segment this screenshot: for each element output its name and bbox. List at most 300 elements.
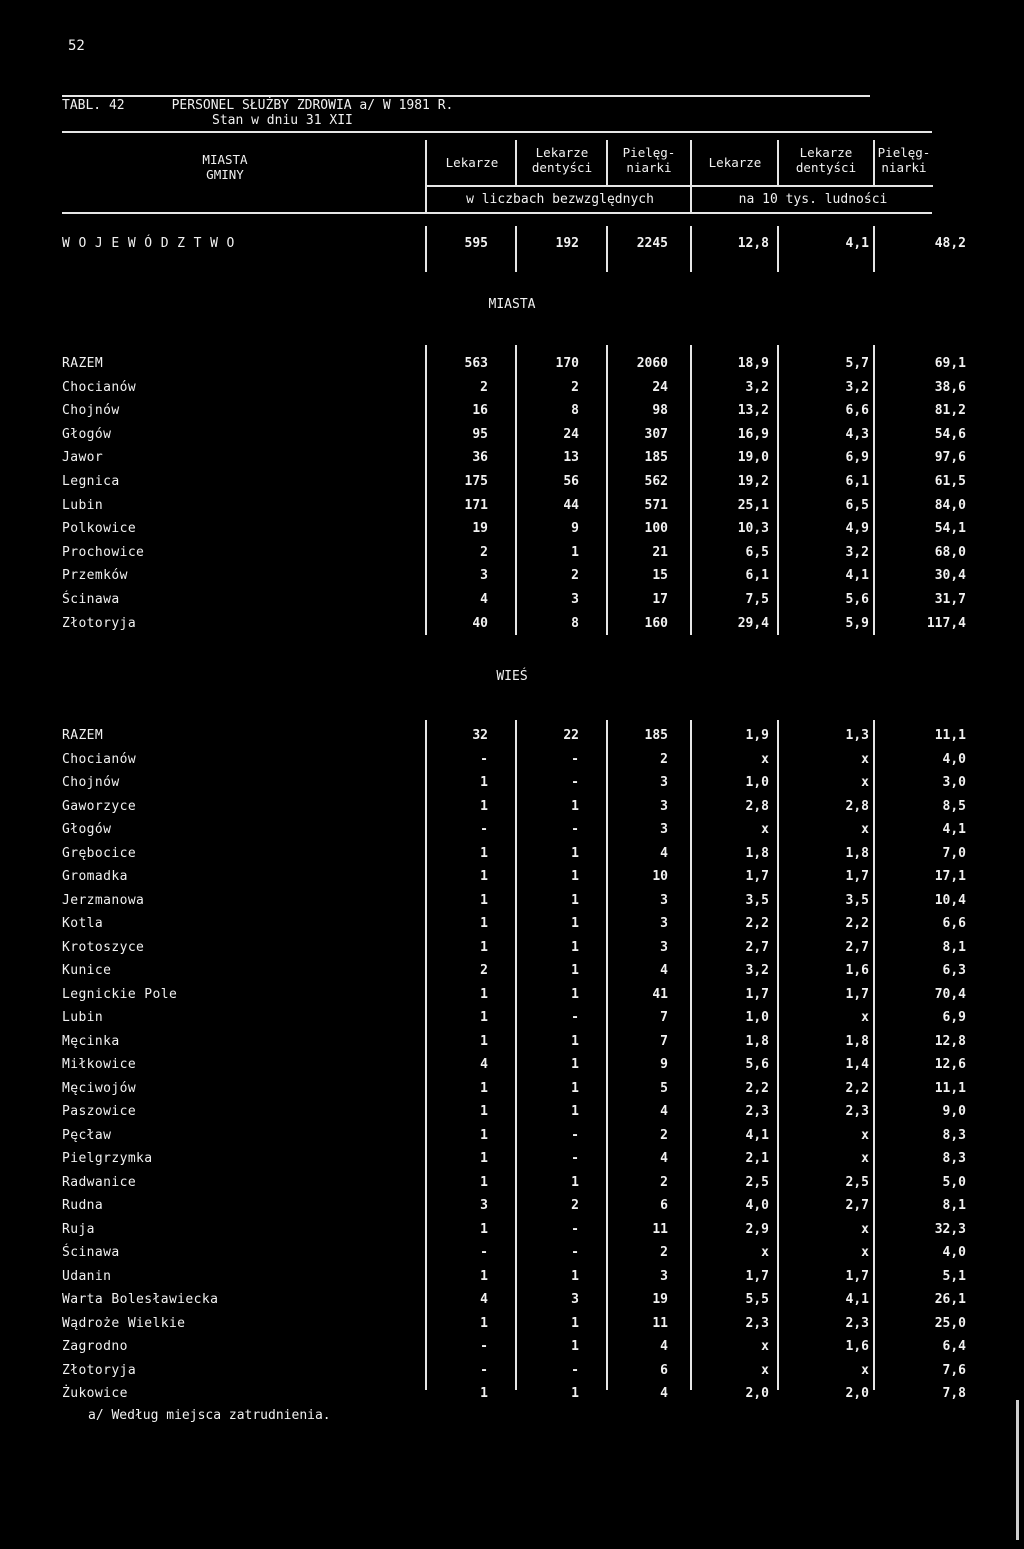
cell-pielegniarki: 3: [660, 822, 668, 837]
cell-piel-rate: 5,0: [942, 1174, 966, 1190]
cell-lekarze: 1: [480, 1151, 488, 1166]
cell-lekarze-rate: 18,9: [737, 356, 769, 371]
table-row: [0, 1198, 1024, 1220]
cell-pielegniarki: 2: [660, 751, 668, 767]
cell-dentysci: 1: [571, 1033, 579, 1049]
cell-pielegniarki: 21: [652, 544, 668, 560]
cell-dentysci-rate: 4,1: [845, 1292, 869, 1307]
table-row: [0, 380, 1024, 402]
cell-lekarze: 2: [480, 379, 488, 395]
table-row: [0, 1034, 1024, 1056]
rowhead-miasta: MIASTA: [202, 152, 248, 167]
cell-dentysci: -: [571, 1010, 579, 1025]
table-row: [0, 963, 1024, 985]
cell-dentysci-rate: 1,7: [845, 986, 869, 1002]
header-lekarze: Lekarze: [445, 155, 499, 170]
cell-dentysci-rate: 2,2: [845, 1080, 869, 1096]
cell-pielegniarki: 4: [660, 1104, 668, 1119]
cell-lekarze: 4: [480, 1292, 488, 1307]
cell-dentysci-rate: 6,9: [845, 450, 869, 466]
header-divider: [606, 140, 608, 186]
cell-dentysci-rate: 1,8: [845, 845, 869, 861]
cell-piel-rate: 8,5: [942, 798, 966, 814]
cell-dentysci: 8: [571, 403, 579, 419]
cell-lekarze: 1: [480, 1221, 488, 1237]
table-row: [0, 1363, 1024, 1385]
cell-piel-rate: 7,6: [942, 1362, 966, 1378]
cell-lekarze: 1: [480, 892, 488, 908]
cell-pielegniarki: 2: [660, 1127, 668, 1143]
cell-lekarze-rate: 2,9: [745, 1221, 769, 1237]
table-row: [0, 1245, 1024, 1267]
cell-piel-rate: 8,1: [942, 1198, 966, 1213]
row-name: Głogów: [62, 426, 112, 442]
cell-lekarze-rate: 4,0: [745, 1198, 769, 1213]
cell-lekarze-rate: 6,1: [745, 568, 769, 584]
cell-lekarze: 19: [472, 521, 488, 537]
table-row: [0, 1081, 1024, 1103]
cell-dentysci: 170: [555, 356, 579, 371]
row-name: Gromadka: [62, 869, 128, 884]
cell-lekarze-rate: 1,7: [745, 869, 769, 884]
cell-lekarze-rate: 2,1: [745, 1151, 769, 1166]
cell-piel-rate: 6,9: [942, 1010, 966, 1025]
header-lekarze-rate: Lekarze: [708, 155, 762, 170]
cell-pielegniarki: 100: [644, 521, 668, 537]
table-row: [0, 403, 1024, 425]
cell-piel-rate: 68,0: [934, 544, 966, 560]
cell-lekarze: 1: [480, 1315, 488, 1331]
cell-lekarze-rate: x: [761, 1362, 769, 1378]
cell-dentysci: 2: [571, 379, 579, 395]
row-name: Krotoszyce: [62, 939, 145, 955]
rowhead-gminy: GMINY: [206, 167, 244, 182]
row-name: Lubin: [62, 497, 104, 513]
cell-piel-rate: 4,0: [942, 1245, 966, 1260]
header-group-rate: na 10 tys. ludności: [738, 192, 888, 207]
cell-lekarze: 1: [480, 1104, 488, 1119]
cell-lekarze-rate: 19,2: [737, 474, 769, 489]
row-name: Przemków: [62, 568, 128, 584]
table-label: TABL. 42: [62, 98, 125, 113]
cell-pielegniarki: 10: [652, 869, 668, 884]
table-row: [0, 1316, 1024, 1338]
page-number: 52: [68, 38, 85, 54]
cell-lekarze: 32: [472, 728, 488, 743]
cell-lekarze: 1: [480, 775, 488, 790]
row-name: Chocianów: [62, 379, 137, 395]
cell-lekarze: 40: [472, 615, 488, 631]
table-row: [0, 498, 1024, 520]
cell-lekarze-rate: 2,5: [745, 1174, 769, 1190]
header-group-absolute: w liczbach bezwzględnych: [466, 192, 654, 207]
cell-piel-rate: 17,1: [934, 869, 966, 884]
row-name: Ścinawa: [62, 592, 120, 607]
row-name: Złotoryja: [62, 1362, 137, 1378]
footnote: a/ Według miejsca zatrudnienia.: [88, 1408, 331, 1423]
cell-piel-rate: 6,4: [942, 1339, 966, 1354]
cell-pielegniarki: 2: [660, 1245, 668, 1260]
cell-dentysci-rate: 4,1: [845, 568, 869, 584]
cell-dentysci-rate: 1,4: [845, 1057, 869, 1072]
cell-lekarze-rate: 10,3: [737, 521, 769, 537]
cell-pielegniarki: 3: [660, 892, 668, 908]
cell-dentysci: 2: [571, 1198, 579, 1213]
cell-pielegniarki: 2245: [636, 236, 668, 251]
cell-piel-rate: 81,2: [934, 403, 966, 419]
cell-lekarze: 1: [480, 916, 488, 931]
cell-dentysci-rate: 2,5: [845, 1174, 869, 1190]
cell-pielegniarki: 19: [652, 1292, 668, 1307]
cell-piel-rate: 84,0: [934, 497, 966, 513]
cell-dentysci: -: [571, 822, 579, 837]
cell-lekarze: 16: [472, 403, 488, 419]
header-bottom-rule: [62, 212, 932, 214]
table-row: [0, 1057, 1024, 1079]
table-row: [0, 474, 1024, 496]
cell-dentysci-rate: 6,1: [845, 474, 869, 489]
cell-dentysci-rate: 3,5: [845, 892, 869, 908]
cell-dentysci-rate: 6,6: [845, 403, 869, 419]
cell-dentysci: 22: [563, 728, 579, 743]
cell-dentysci: 24: [563, 426, 579, 442]
row-name: Głogów: [62, 822, 112, 837]
cell-lekarze-rate: 3,5: [745, 892, 769, 908]
cell-dentysci: 1: [571, 1339, 579, 1354]
table-row: [0, 1151, 1024, 1173]
cell-piel-rate: 7,0: [942, 845, 966, 861]
cell-piel-rate: 7,8: [942, 1386, 966, 1401]
section-label-miasta: MIASTA: [488, 297, 536, 312]
cell-dentysci-rate: 5,9: [845, 615, 869, 631]
rowhead-label: [180, 152, 270, 182]
cell-dentysci-rate: 1,8: [845, 1033, 869, 1049]
header-divider: [690, 140, 692, 212]
cell-lekarze: 1: [480, 1174, 488, 1190]
row-name: Chojnów: [62, 403, 120, 419]
cell-lekarze: 3: [480, 568, 488, 584]
cell-pielegniarki: 2: [660, 1174, 668, 1190]
header-pielegniarki: Pielęg- niarki: [622, 145, 676, 175]
row-name: Paszowice: [62, 1104, 137, 1119]
cell-dentysci-rate: 2,2: [845, 916, 869, 931]
table-row: [0, 1128, 1024, 1150]
cell-piel-rate: 5,1: [942, 1268, 966, 1284]
cell-piel-rate: 6,3: [942, 963, 966, 978]
cell-piel-rate: 12,8: [934, 1033, 966, 1049]
cell-lekarze-rate: x: [761, 1245, 769, 1260]
cell-pielegniarki: 160: [644, 615, 668, 631]
cell-pielegniarki: 4: [660, 963, 668, 978]
row-name: Wądroże Wielkie: [62, 1315, 186, 1331]
cell-lekarze: 1: [480, 845, 488, 861]
title-text: PERSONEL SŁUŻBY ZDROWIA a/ W 1981 R.: [171, 98, 454, 113]
cell-lekarze-rate: 16,9: [737, 426, 769, 442]
cell-pielegniarki: 11: [652, 1315, 668, 1331]
cell-lekarze: 1: [480, 1080, 488, 1096]
cell-lekarze-rate: x: [761, 1339, 769, 1354]
cell-dentysci-rate: 5,6: [845, 592, 869, 607]
cell-lekarze-rate: 2,0: [745, 1386, 769, 1401]
header-divider: [425, 140, 427, 212]
cell-dentysci-rate: x: [861, 1221, 869, 1237]
cell-pielegniarki: 11: [652, 1221, 668, 1237]
cell-dentysci-rate: 5,7: [845, 356, 869, 371]
table-row: [0, 987, 1024, 1009]
cell-piel-rate: 69,1: [934, 356, 966, 371]
cell-lekarze-rate: 1,0: [745, 775, 769, 790]
table-row: [0, 869, 1024, 891]
table-row: [0, 916, 1024, 938]
section-label-wies: WIEŚ: [496, 669, 528, 684]
cell-piel-rate: 10,4: [934, 892, 966, 908]
cell-dentysci: 3: [571, 592, 579, 607]
cell-piel-rate: 97,6: [934, 450, 966, 466]
row-name: Jerzmanowa: [62, 892, 145, 908]
cell-dentysci: 1: [571, 1057, 579, 1072]
cell-lekarze-rate: 5,5: [745, 1292, 769, 1307]
cell-piel-rate: 11,1: [934, 728, 966, 743]
cell-dentysci: 1: [571, 939, 579, 955]
cell-dentysci: 1: [571, 869, 579, 884]
cell-lekarze: 563: [464, 356, 488, 371]
voivodeship-row: [0, 236, 1024, 258]
cell-lekarze-rate: 1,8: [745, 845, 769, 861]
cell-dentysci-rate: x: [861, 775, 869, 790]
table-row: [0, 356, 1024, 378]
cell-lekarze: 1: [480, 1033, 488, 1049]
cell-lekarze-rate: x: [761, 822, 769, 837]
cell-lekarze-rate: 2,8: [745, 798, 769, 814]
cell-lekarze: 3: [480, 1198, 488, 1213]
cell-piel-rate: 4,0: [942, 751, 966, 767]
row-name: Polkowice: [62, 521, 137, 537]
cell-dentysci: 1: [571, 963, 579, 978]
cell-dentysci: 1: [571, 986, 579, 1002]
header-piel-rate: Pielęg- niarki: [877, 145, 931, 175]
table-row: [0, 1104, 1024, 1126]
row-name: Lubin: [62, 1010, 104, 1025]
row-name: RAZEM: [62, 356, 104, 371]
cell-dentysci: 1: [571, 845, 579, 861]
cell-dentysci-rate: 4,1: [845, 236, 869, 251]
cell-dentysci-rate: x: [861, 751, 869, 767]
cell-dentysci-rate: x: [861, 1151, 869, 1166]
cell-pielegniarki: 6: [660, 1362, 668, 1378]
table-row: [0, 450, 1024, 472]
cell-pielegniarki: 3: [660, 1268, 668, 1284]
cell-lekarze-rate: 2,3: [745, 1315, 769, 1331]
cell-dentysci-rate: x: [861, 1010, 869, 1025]
cell-pielegniarki: 15: [652, 568, 668, 584]
cell-lekarze-rate: x: [761, 751, 769, 767]
row-name: Legnica: [62, 474, 120, 489]
cell-lekarze-rate: 25,1: [737, 497, 769, 513]
cell-dentysci-rate: 1,6: [845, 1339, 869, 1354]
cell-piel-rate: 54,6: [934, 426, 966, 442]
cell-dentysci: -: [571, 1362, 579, 1378]
table-row: [0, 616, 1024, 638]
table-row: [0, 427, 1024, 449]
cell-dentysci: 8: [571, 615, 579, 631]
row-name: RAZEM: [62, 728, 104, 743]
cell-lekarze-rate: 19,0: [737, 450, 769, 466]
cell-piel-rate: 4,1: [942, 822, 966, 837]
header-dentysci-rate: Lekarze dentyści: [795, 145, 857, 175]
header-top-rule: [62, 131, 932, 133]
cell-pielegniarki: 2060: [636, 356, 668, 371]
cell-lekarze-rate: 6,5: [745, 544, 769, 560]
cell-lekarze: 1: [480, 798, 488, 814]
cell-dentysci-rate: 2,3: [845, 1315, 869, 1331]
cell-lekarze-rate: 2,3: [745, 1104, 769, 1119]
cell-piel-rate: 38,6: [934, 379, 966, 395]
cell-piel-rate: 61,5: [934, 474, 966, 489]
table-row: [0, 521, 1024, 543]
cell-piel-rate: 30,4: [934, 568, 966, 584]
cell-piel-rate: 70,4: [934, 986, 966, 1002]
cell-lekarze-rate: 3,2: [745, 963, 769, 978]
cell-pielegniarki: 98: [652, 403, 668, 419]
cell-lekarze: -: [480, 751, 488, 767]
cell-pielegniarki: 3: [660, 916, 668, 931]
header-mid-rule: [425, 185, 933, 187]
row-name: Ścinawa: [62, 1245, 120, 1260]
table-row: [0, 1292, 1024, 1314]
cell-pielegniarki: 17: [652, 592, 668, 607]
cell-lekarze-rate: 3,2: [745, 379, 769, 395]
cell-pielegniarki: 571: [644, 497, 668, 513]
cell-piel-rate: 8,3: [942, 1127, 966, 1143]
table-row: [0, 822, 1024, 844]
header-dentysci: Lekarze dentyści: [531, 145, 593, 175]
cell-pielegniarki: 185: [644, 728, 668, 743]
cell-dentysci-rate: 1,7: [845, 869, 869, 884]
cell-dentysci: 3: [571, 1292, 579, 1307]
cell-dentysci-rate: 2,0: [845, 1386, 869, 1401]
row-name: Gaworzyce: [62, 798, 137, 814]
cell-lekarze: 4: [480, 592, 488, 607]
table-row: [0, 893, 1024, 915]
row-name: Ruja: [62, 1221, 95, 1237]
row-name: Warta Bolesławiecka: [62, 1292, 219, 1307]
cell-dentysci-rate: 1,6: [845, 963, 869, 978]
cell-pielegniarki: 5: [660, 1080, 668, 1096]
cell-pielegniarki: 3: [660, 775, 668, 790]
table-row: [0, 775, 1024, 797]
cell-dentysci-rate: 2,3: [845, 1104, 869, 1119]
table-row: [0, 1339, 1024, 1361]
cell-pielegniarki: 4: [660, 1386, 668, 1401]
cell-lekarze-rate: 1,7: [745, 1268, 769, 1284]
cell-lekarze-rate: 1,8: [745, 1033, 769, 1049]
cell-dentysci: 1: [571, 916, 579, 931]
cell-lekarze: 1: [480, 1010, 488, 1025]
row-name: Złotoryja: [62, 615, 137, 631]
cell-dentysci: 1: [571, 1315, 579, 1331]
cell-piel-rate: 48,2: [934, 236, 966, 251]
cell-lekarze: -: [480, 1339, 488, 1354]
cell-lekarze: 2: [480, 963, 488, 978]
cell-dentysci: 1: [571, 1174, 579, 1190]
row-name: Chocianów: [62, 751, 137, 767]
cell-lekarze-rate: 12,8: [737, 236, 769, 251]
cell-lekarze: 2: [480, 544, 488, 560]
cell-pielegniarki: 41: [652, 986, 668, 1002]
cell-dentysci-rate: x: [861, 1127, 869, 1143]
cell-lekarze-rate: 1,9: [745, 728, 769, 743]
cell-lekarze-rate: 7,5: [745, 592, 769, 607]
table-row: [0, 1386, 1024, 1408]
row-name: Żukowice: [62, 1386, 128, 1401]
cell-pielegniarki: 24: [652, 379, 668, 395]
row-name: Kunice: [62, 963, 112, 978]
cell-lekarze-rate: 1,0: [745, 1010, 769, 1025]
cell-lekarze-rate: 1,7: [745, 986, 769, 1002]
row-name: Zagrodno: [62, 1339, 128, 1354]
cell-dentysci: 44: [563, 497, 579, 513]
table-row: [0, 1010, 1024, 1032]
cell-dentysci-rate: 2,7: [845, 939, 869, 955]
cell-lekarze-rate: 2,2: [745, 916, 769, 931]
cell-piel-rate: 8,3: [942, 1151, 966, 1166]
cell-lekarze: 1: [480, 1268, 488, 1284]
table-row: [0, 1269, 1024, 1291]
cell-dentysci-rate: 1,3: [845, 728, 869, 743]
row-name: Kotla: [62, 916, 104, 931]
cell-pielegniarki: 7: [660, 1010, 668, 1025]
row-name: Męciwojów: [62, 1080, 137, 1096]
cell-dentysci-rate: x: [861, 1245, 869, 1260]
table-subtitle: Stan w dniu 31 XII: [212, 113, 353, 128]
row-name: Rudna: [62, 1198, 104, 1213]
cell-lekarze: 1: [480, 1127, 488, 1143]
cell-dentysci: 9: [571, 521, 579, 537]
cell-lekarze: 175: [464, 474, 488, 489]
cell-dentysci: 56: [563, 474, 579, 489]
cell-pielegniarki: 3: [660, 939, 668, 955]
cell-dentysci-rate: 4,9: [845, 521, 869, 537]
cell-dentysci: -: [571, 751, 579, 767]
cell-lekarze-rate: 5,6: [745, 1057, 769, 1072]
row-name: W O J E W Ó D Z T W O: [62, 236, 235, 251]
cell-pielegniarki: 9: [660, 1057, 668, 1072]
cell-lekarze: -: [480, 1245, 488, 1260]
table-row: [0, 752, 1024, 774]
row-name: Legnickie Pole: [62, 986, 178, 1002]
cell-dentysci-rate: 4,3: [845, 426, 869, 442]
cell-dentysci: 1: [571, 892, 579, 908]
scan-edge-artifact: [1016, 1400, 1019, 1540]
table-row: [0, 940, 1024, 962]
cell-dentysci: 1: [571, 544, 579, 560]
cell-piel-rate: 6,6: [942, 916, 966, 931]
header-divider: [777, 140, 779, 186]
cell-lekarze: -: [480, 822, 488, 837]
cell-piel-rate: 9,0: [942, 1104, 966, 1119]
row-name: Pielgrzymka: [62, 1151, 153, 1166]
cell-dentysci: -: [571, 1221, 579, 1237]
cell-dentysci-rate: x: [861, 1362, 869, 1378]
cell-piel-rate: 8,1: [942, 939, 966, 955]
cell-dentysci: 1: [571, 1104, 579, 1119]
cell-piel-rate: 12,6: [934, 1057, 966, 1072]
cell-pielegniarki: 4: [660, 1151, 668, 1166]
header-divider: [515, 140, 517, 186]
cell-dentysci-rate: x: [861, 822, 869, 837]
table-row: [0, 545, 1024, 567]
cell-piel-rate: 31,7: [934, 592, 966, 607]
